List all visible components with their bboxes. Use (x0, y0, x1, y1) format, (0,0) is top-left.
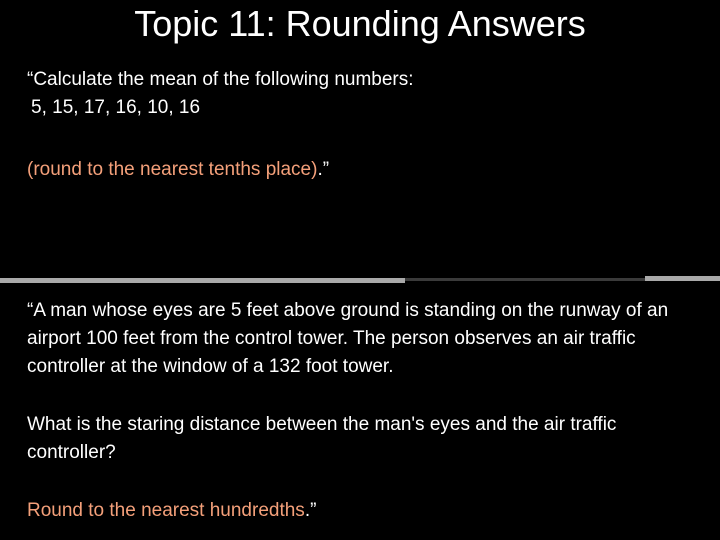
question1-prompt: “Calculate the mean of the following numbers: (27, 69, 414, 90)
question2-rounding-text: Round to the nearest hundredths (27, 500, 305, 521)
divider-segment-middle (405, 278, 645, 281)
question1-rounding-instruction (27, 156, 707, 184)
question1-closing-quote: .” (317, 159, 330, 180)
section-divider (0, 276, 720, 282)
question1-rounding-text: (round to the nearest tenths place) (27, 159, 318, 180)
question2-rounding-instruction (27, 497, 707, 525)
question1-numbers: 5, 15, 17, 16, 10, 16 (31, 97, 201, 118)
question2-scenario: “A man whose eyes are 5 feet above ground is standing on the runway of an airport 100 feet from the control tower. The person observes an air traffic controller at the window of a 132 foot tower. (27, 300, 669, 377)
slide-title: Topic 11: Rounding Answers (134, 3, 586, 44)
question2-closing-quote: .” (304, 500, 317, 521)
divider-segment-left (0, 278, 405, 283)
divider-segment-right (645, 276, 720, 281)
question2-question: What is the staring distance between the man's eyes and the air traffic controller? (27, 414, 617, 463)
